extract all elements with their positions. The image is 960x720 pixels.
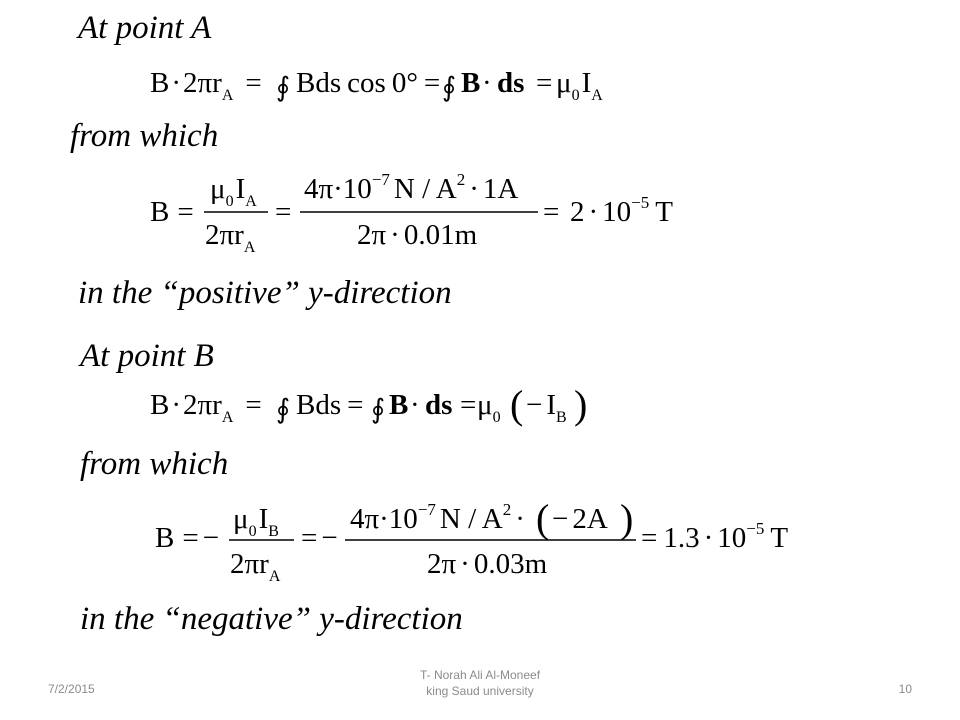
svg-text:4π·10−7N / A2·: $4\pi\cdot 10^{-7}$ N / $A^2$ · (350, 500, 525, 535)
svg-text:4π·10−7N / A2·1A: $4\pi\cdot 10^{-7}$ $N / A^2 \cdot 1A$ (304, 170, 519, 205)
svg-text:=: = (275, 196, 292, 228)
footer-university: king Saud university (426, 684, 534, 698)
svg-text:μ0IA: $\mu_0I_A$ (210, 173, 257, 210)
heading-at-point-a: At point A (78, 10, 212, 46)
svg-text:=: = (543, 196, 560, 228)
heading-negative-direction: in the “negative” y-direction (80, 601, 463, 637)
svg-text:=: = (536, 67, 553, 99)
equation-ampere-point-a (150, 67, 603, 104)
svg-text:B·2πrA=: $B\cdot 2\pi r_A$ = (150, 67, 262, 104)
svg-text:μ0: $\mu_0$ (477, 389, 501, 426)
svg-text:ds: ds (497, 67, 525, 99)
svg-text:2π·0.03m: 2π · 0.03m (427, 548, 548, 580)
svg-text:): ) (620, 496, 634, 541)
svg-text:B·2πrA=: $B\cdot 2\pi r_A$ = (150, 389, 262, 426)
svg-text:B: B (389, 389, 409, 421)
svg-text:=−: = − (301, 522, 338, 554)
svg-text:∮: ∮ (371, 394, 386, 425)
equation-field-point-a (150, 170, 673, 256)
svg-text:Bdscos0°=: Bds cos 0° = (296, 67, 441, 99)
heading-positive-direction: in the “positive” y-direction (78, 275, 452, 311)
svg-text:∮: ∮ (276, 394, 291, 425)
svg-text:B=: B = (150, 196, 194, 228)
svg-text:2·10−5T: $2 \cdot 10^{-5}$ T (570, 193, 673, 228)
svg-text:μ0IB: $\mu_0I_B$ (233, 503, 279, 540)
svg-text:∮: ∮ (442, 72, 457, 103)
svg-text:B=−: B = − (155, 522, 220, 554)
svg-text:−2A: − 2A (552, 503, 608, 535)
svg-text:·: · (482, 67, 492, 99)
svg-text:(: ( (536, 496, 550, 541)
svg-text:2π·0.01m: 2π · 0.01m (357, 219, 478, 251)
svg-text:=1.3·10−5T: = $1.3 \cdot 10^{-5}$ T (641, 519, 789, 554)
heading-at-point-b: At point B (80, 338, 214, 374)
equation-ampere-point-b (150, 382, 587, 427)
svg-text:Bds=: Bds = (296, 389, 364, 421)
footer-date: 7/2/2015 (48, 682, 95, 696)
svg-text:(: ( (510, 382, 524, 427)
svg-text:∮: ∮ (276, 72, 291, 103)
svg-text:−IB: − $I_B$ (526, 389, 567, 426)
svg-text:·: · (410, 389, 420, 421)
svg-text:B: B (461, 67, 481, 99)
heading-from-which-1: from which (70, 118, 219, 154)
footer-author-name: T- Norah Ali Al-Moneef (419, 668, 541, 682)
svg-text:ds: ds (425, 389, 453, 421)
footer-author (330, 667, 630, 699)
heading-from-which-2: from which (80, 446, 229, 482)
svg-text:): ) (574, 382, 588, 427)
svg-text:2πrA: $2\pi r_A$ (230, 548, 281, 585)
footer-page-number: 10 (898, 682, 912, 696)
svg-text:μ0IA: $\mu_0I_A$ (556, 67, 603, 104)
svg-text:2πrA: $2\pi r_A$ (205, 219, 256, 256)
equation-field-point-b (155, 496, 788, 585)
svg-text:=: = (460, 389, 477, 421)
